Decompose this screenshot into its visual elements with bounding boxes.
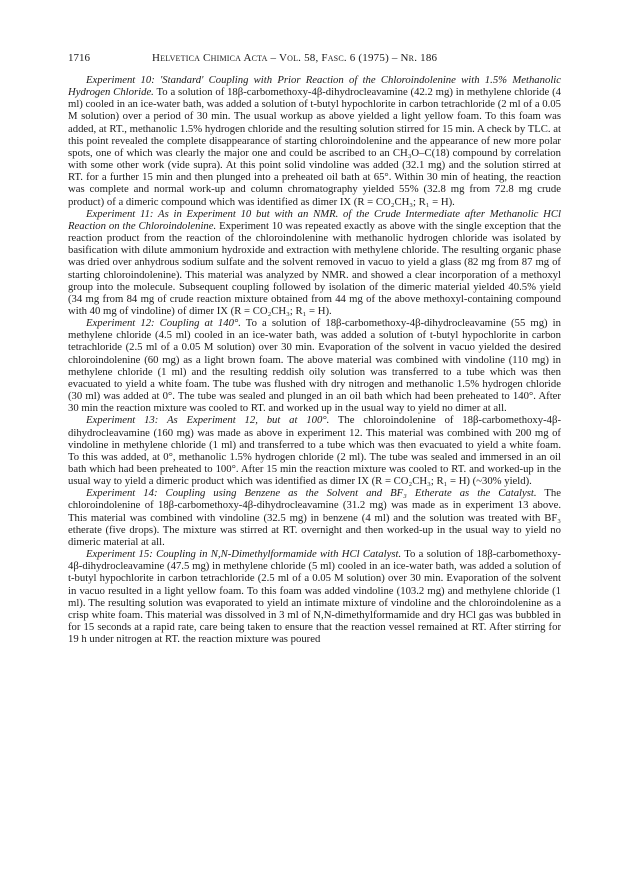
experiment-15-title: Experiment 15: Coupling in N,N-Dimethylformamide with HCl Catalyst. xyxy=(86,548,402,561)
paragraph-experiment-10 xyxy=(68,74,561,208)
experiment-12-title: Experiment 12: Coupling at 140°. xyxy=(86,317,241,330)
experiment-13-title: Experiment 13: As Experiment 12, but at 100°. xyxy=(86,414,330,427)
paragraph-experiment-12 xyxy=(68,317,561,414)
journal-running-title: Helvetica Chimica Acta – Vol. 58, Fasc. 6 (1975) – Nr. 186 xyxy=(152,52,438,64)
body-text xyxy=(68,74,561,645)
paragraph-experiment-14 xyxy=(68,487,561,548)
experiment-10-text: To a solution of 18β-carbomethoxy-4β-dihydrocleavamine (42.2 mg) in methylene chloride (4 ml) cooled in an ice-water bath, was added a solution of t-butyl hypochlorite in carbon tetrachloride (2 ml of a 0.05 M solution) over a period of 30 min. The usual workup as above yielded a light yellow foam. To this foam was added, at RT., methanolic 1.5% hydrogen chloride and the resulting solution stirred for 15 min. A check by TLC. at this point revealed the complete disappearance of starting chloroindolenine and the appearance of new more polar spots, one of which was clearly the major one and could be ascribed to an CH₃O–C(18) compound by correlation with some other work (vide supra). At this point solid vindoline was added (32.1 mg) and the solution stirred at RT. for a further 15 min and then plunged into a preheated oil bath at 65°. Within 30 min of heating, the reaction was complete and normal work-up and column chromatography yielded 55% (32.8 mg from 72.8 mg crude product) of a dimeric compound which was identified as dimer IX (R = CO₂CH₃; R₁ = H). xyxy=(68,86,561,208)
experiment-11-title: Experiment 11: As in Experiment 10 but with an NMR. of the Crude Intermediate after Methanolic HCl Reaction on the Chloroindolenine. xyxy=(68,207,561,232)
paragraph-experiment-15 xyxy=(68,548,561,645)
experiment-11-text: Experiment 10 was repeated exactly as above with the single exception that the reaction product from the reaction of the chloroindolenine with methanolic hydrogen chloride was isolated by basification with dilute ammonium hydroxide and extraction with methylene chloride. The resulting organic phase was dried over anhydrous sodium sulfate and the solvent removed in vacuo to yield a glass (82 mg from 87 mg of starting chloroindolenine). This material was analyzed by NMR. and showed a clear incorporation of a methoxyl group into the molecule. Subsequent coupling followed by isolation of the dimeric material yielded 40.5% yield (34 mg from 84 mg of crude reaction mixture obtained from 44 mg of the above methoxyl-containing compound with 40 mg of vindoline) of dimer IX (R = CO₂CH₃; R₁ = H). xyxy=(68,219,561,317)
page-number: 1716 xyxy=(68,52,90,64)
experiment-14-title: Experiment 14: Coupling using Benzene as the Solvent and BF₃ Etherate as the Catalyst. xyxy=(86,487,537,500)
experiment-15-text: To a solution of 18β-carbomethoxy-4β-dihydrocleavamine (47.5 mg) in methylene chloride (5 ml) cooled in an ice-water bath, was added a solution of t-butyl hypochlorite in carbon tetrachloride (2.5 ml of a 0.05 M solution) over 30 min. Evaporation of the solvent in vacuo resulted in a light yellow foam. To this foam was added vindoline (103.2 mg) and methylene chloride (1 ml). The resulting solution was evaporated to yield an intimate mixture of vindoline and the chloroindolenine as a crisp white foam. This material was dissolved in 3 ml of N,N-dimethylformamide and dry HCl gas was bubbled in for 15 seconds at a rapid rate, care being taken to ensure that the reaction vessel remained at RT. After stirring for 19 h under nitrogen at RT. the reaction mixture was poured xyxy=(68,548,561,646)
paragraph-experiment-13 xyxy=(68,414,561,487)
experiment-13-text: The chloroindolenine of 18β-carbomethoxy-4β-dihydrocleavamine (160 mg) was made as above in experiment 12. This material was combined with 200 mg of vindoline in methylene chloride (1 ml) and transferred to a tube which was then evacuated to yield a white foam. To this was added, at 0°, methanolic 1.5% hydrogen chloride (2 ml). The tube was sealed and immersed in an oil bath which had been preheated to 100°. After 15 min the reaction mixture was cooled to RT. and worked-up in the usual way to yield a dimeric product which was identified as dimer IX (R = CO₂CH₃; R₁ = H) (~30% yield). xyxy=(68,414,561,488)
paragraph-experiment-11 xyxy=(68,208,561,317)
page-header xyxy=(68,52,561,66)
experiment-14-text: The chloroindolenine of 18β-carbomethoxy-4β-dihydrocleavamine (31.2 mg) was made as in experiment 13 above. This material was combined with vindoline (32.5 mg) in benzene (4 ml) and the solution was treated with BF₃ etherate (five drops). The mixture was stirred at RT. overnight and then worked-up in the usual way to yield no dimeric material at all. xyxy=(68,487,561,548)
experiment-10-title: Experiment 10: 'Standard' Coupling with Prior Reaction of the Chloroindolenine with 1.5% Methanolic Hydrogen Chloride. xyxy=(68,74,561,99)
experiment-12-text: To a solution of 18β-carbomethoxy-4β-dihydrocleavamine (55 mg) in methylene chloride (4.5 ml) cooled in an ice-water bath, was added a solution of t-butyl hypochlorite in carbon tetrachloride (2.5 ml of a 0.05 M solution) over 30 min. Evaporation of the solvent in vacuo yielded the desired chloroindolenine (60 mg) as a light brown foam. The above material was combined with vindoline (110 mg) in methylene chloride (1 ml) and the resulting reddish oily solution was transferred to a tube which was then evacuated to yield a white foam. The tube was flushed with dry nitrogen and methanolic 1.5% hydrogen chloride (30 ml) was added at 0°. The tube was sealed and plunged in an oil bath which had been preheated to 140°. After 30 min the reaction mixture was cooled to RT. and worked up in the usual way to yield no dimer at all. xyxy=(68,317,561,415)
